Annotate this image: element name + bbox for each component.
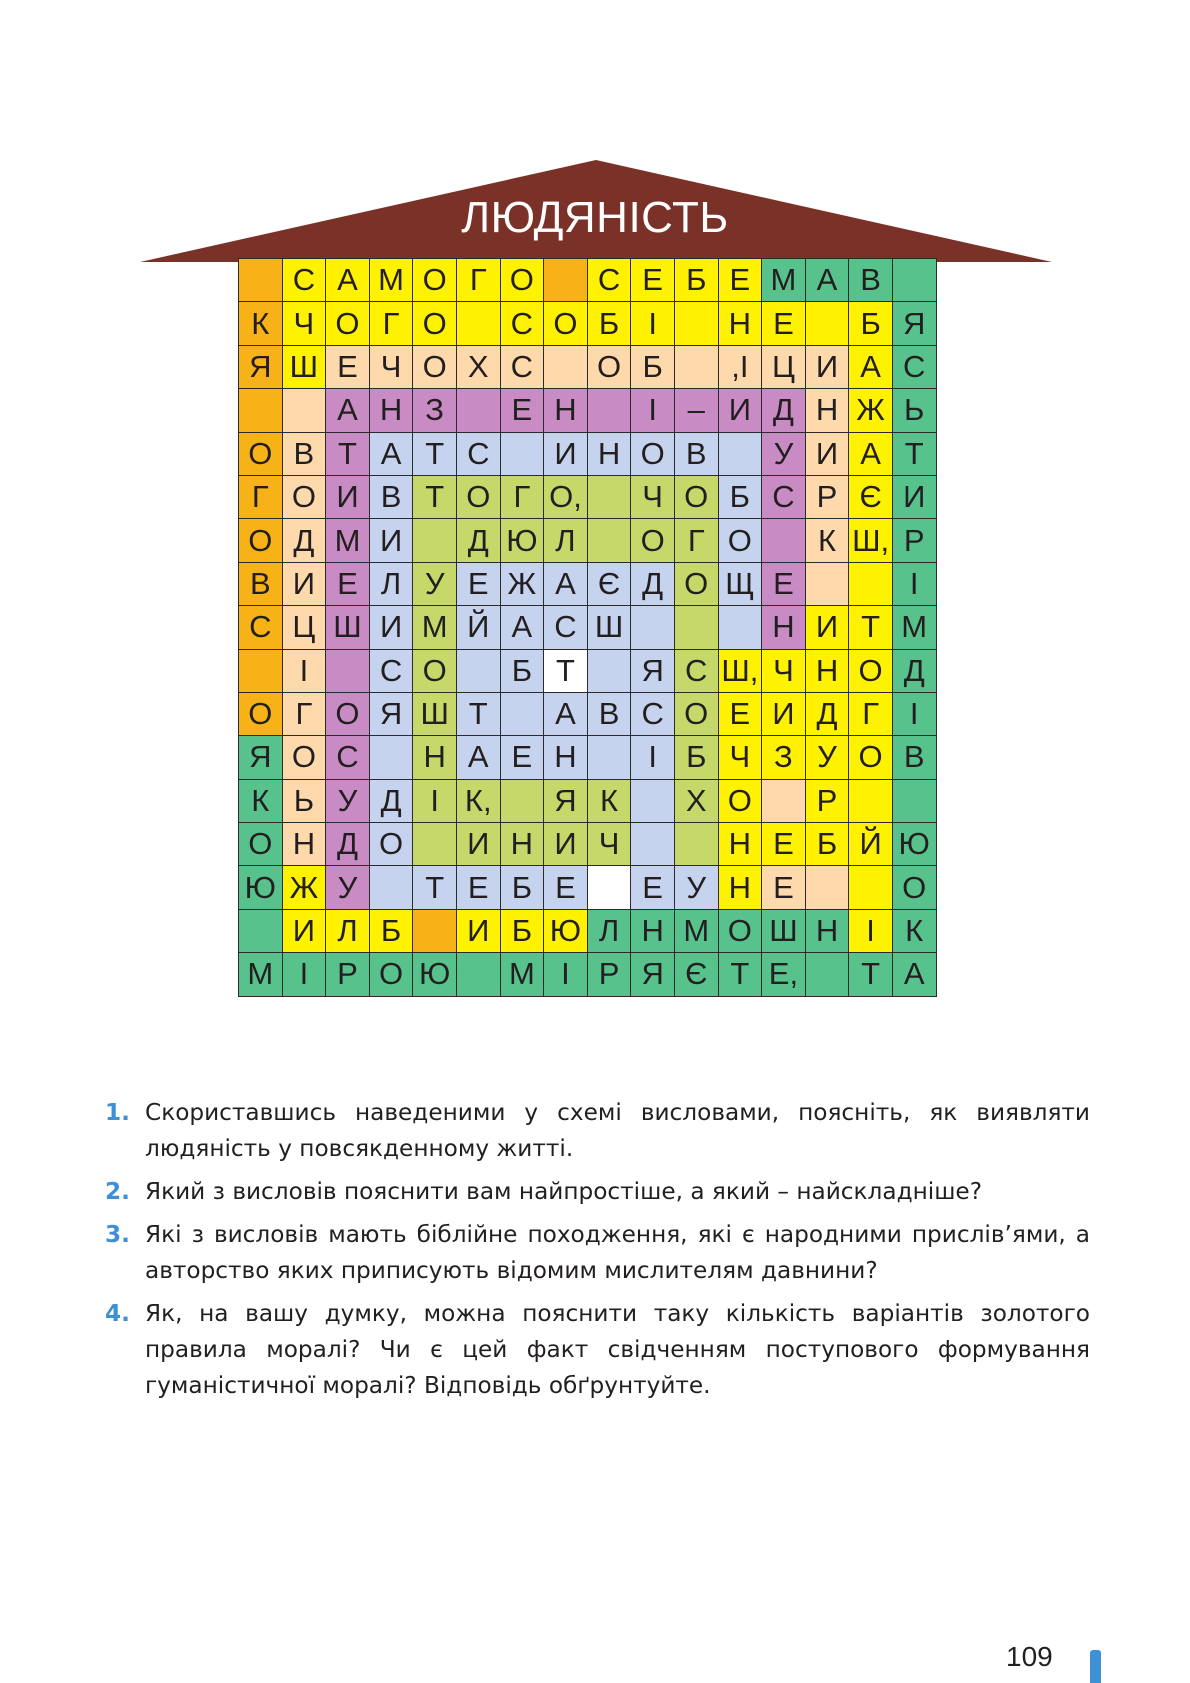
grid-cell: Н	[806, 910, 850, 953]
grid-cell: Б	[719, 476, 763, 519]
grid-cell	[239, 389, 283, 432]
grid-cell: Е	[719, 693, 763, 736]
grid-cell: Н	[501, 823, 545, 866]
grid-cell: В	[675, 433, 719, 476]
grid-cell: Д	[806, 693, 850, 736]
grid-cell: О	[588, 346, 632, 389]
grid-cell: Ж	[501, 563, 545, 606]
grid-cell: ,І	[719, 346, 763, 389]
grid-cell: –	[675, 389, 719, 432]
grid-cell: З	[413, 389, 457, 432]
grid-cell: С	[631, 693, 675, 736]
grid-cell: Р	[806, 476, 850, 519]
grid-cell	[501, 433, 545, 476]
grid-cell: Г	[370, 302, 414, 345]
grid-cell: Е	[457, 866, 501, 909]
grid-cell: М	[326, 519, 370, 562]
grid-cell: Ш	[326, 606, 370, 649]
grid-cell: У	[675, 866, 719, 909]
grid-cell: Ь	[893, 389, 937, 432]
grid-cell: М	[501, 953, 545, 996]
grid-cell: С	[501, 346, 545, 389]
grid-cell: Т	[457, 693, 501, 736]
grid-cell: Н	[413, 736, 457, 779]
grid-cell: И	[893, 476, 937, 519]
grid-cell: Е	[762, 866, 806, 909]
grid-cell: О	[675, 563, 719, 606]
grid-cell: Ю	[501, 519, 545, 562]
grid-cell: Б	[806, 823, 850, 866]
grid-cell: О	[849, 736, 893, 779]
grid-cell: О,	[544, 476, 588, 519]
grid-cell	[370, 866, 414, 909]
grid-cell: Ц	[762, 346, 806, 389]
grid-cell: Ю	[544, 910, 588, 953]
grid-cell	[631, 606, 675, 649]
grid-cell: Б	[675, 736, 719, 779]
grid-cell: А	[544, 693, 588, 736]
grid-cell: Я	[239, 736, 283, 779]
grid-cell: Д	[370, 780, 414, 823]
grid-cell	[239, 910, 283, 953]
grid-cell: У	[326, 780, 370, 823]
grid-cell: О	[631, 433, 675, 476]
grid-cell: А	[326, 259, 370, 302]
grid-cell: Б	[370, 910, 414, 953]
grid-cell: К,	[457, 780, 501, 823]
grid-cell: Ч	[762, 650, 806, 693]
grid-cell: Б	[631, 346, 675, 389]
grid-cell	[631, 780, 675, 823]
grid-cell	[326, 650, 370, 693]
grid-cell: Т	[893, 433, 937, 476]
grid-cell: Я	[544, 780, 588, 823]
grid-cell: В	[370, 476, 414, 519]
grid-cell: Е	[501, 389, 545, 432]
grid-cell: І	[849, 910, 893, 953]
grid-cell: Т	[413, 866, 457, 909]
grid-cell: Т	[413, 433, 457, 476]
grid-cell: Д	[283, 519, 327, 562]
grid-cell	[719, 433, 763, 476]
grid-cell: Б	[675, 259, 719, 302]
grid-cell: Н	[806, 389, 850, 432]
grid-cell: М	[675, 910, 719, 953]
grid-cell: С	[370, 650, 414, 693]
grid-cell: И	[370, 519, 414, 562]
grid-cell: У	[413, 563, 457, 606]
grid-cell	[457, 389, 501, 432]
grid-cell: И	[806, 606, 850, 649]
question-item	[105, 1296, 1090, 1404]
grid-cell: Ю	[239, 866, 283, 909]
grid-cell: Н	[719, 302, 763, 345]
grid-cell: Н	[631, 910, 675, 953]
grid-cell: Т	[719, 953, 763, 996]
grid-cell: Є	[675, 953, 719, 996]
grid-cell: К	[806, 519, 850, 562]
grid-cell: Д	[762, 389, 806, 432]
grid-cell: О	[239, 823, 283, 866]
grid-cell: Н	[762, 606, 806, 649]
grid-cell: Д	[893, 650, 937, 693]
grid-cell: В	[239, 563, 283, 606]
question-number: 1.	[105, 1099, 130, 1126]
grid-cell	[588, 736, 632, 779]
grid-cell: Щ	[719, 563, 763, 606]
grid-cell	[544, 346, 588, 389]
question-item	[105, 1095, 1090, 1167]
grid-cell: С	[675, 650, 719, 693]
grid-cell: О	[675, 476, 719, 519]
grid-cell: А	[544, 563, 588, 606]
grid-cell	[457, 650, 501, 693]
grid-cell: І	[283, 953, 327, 996]
grid-cell: Б	[501, 650, 545, 693]
grid-cell: Ж	[283, 866, 327, 909]
grid-cell: Є	[588, 563, 632, 606]
grid-cell: Н	[283, 823, 327, 866]
grid-cell	[631, 823, 675, 866]
grid-cell: О	[413, 346, 457, 389]
grid-cell: Л	[370, 563, 414, 606]
grid-cell: О	[457, 476, 501, 519]
grid-cell: Н	[588, 433, 632, 476]
page-number: 109	[1006, 1641, 1053, 1672]
grid-cell: Ю	[413, 953, 457, 996]
grid-cell: Д	[631, 563, 675, 606]
grid-cell: А	[806, 259, 850, 302]
grid-cell: А	[370, 433, 414, 476]
grid-cell: Ч	[283, 302, 327, 345]
grid-cell: Ш	[413, 693, 457, 736]
grid-cell	[762, 780, 806, 823]
grid-cell: Р	[893, 519, 937, 562]
grid-cell: Е	[762, 302, 806, 345]
grid-cell: К	[239, 780, 283, 823]
grid-cell: О	[239, 519, 283, 562]
grid-cell	[588, 866, 632, 909]
grid-cell: Р	[588, 953, 632, 996]
grid-cell: Л	[326, 910, 370, 953]
grid-cell: И	[283, 910, 327, 953]
grid-cell: О	[849, 650, 893, 693]
grid-cell	[806, 563, 850, 606]
grid-cell: Х	[457, 346, 501, 389]
grid-cell: Я	[631, 650, 675, 693]
grid-cell: С	[501, 302, 545, 345]
grid-cell: Е	[326, 346, 370, 389]
grid-cell: О	[631, 519, 675, 562]
grid-cell: Я	[239, 346, 283, 389]
grid-cell: Е	[631, 866, 675, 909]
grid-cell	[588, 476, 632, 519]
question-text: Скориставшись наведеними у схемі висловами, поясніть, як виявляти людяність у повсякденному житті.	[145, 1099, 1090, 1162]
question-text: Як, на вашу думку, можна пояснити таку кількість варіантів золотого правила моралі? Чи є цей факт свідченням поступового формування гуманістичної моралі? Відповідь обґрунтуйте.	[145, 1300, 1090, 1399]
grid-cell	[501, 693, 545, 736]
grid-cell: В	[849, 259, 893, 302]
grid-cell: О	[719, 910, 763, 953]
grid-cell: У	[326, 866, 370, 909]
grid-cell	[893, 780, 937, 823]
grid-cell	[719, 606, 763, 649]
grid-cell: Е	[631, 259, 675, 302]
grid-cell: Ь	[283, 780, 327, 823]
grid-cell	[413, 519, 457, 562]
grid-cell: М	[239, 953, 283, 996]
grid-cell: И	[806, 346, 850, 389]
grid-cell: И	[762, 693, 806, 736]
grid-cell	[239, 259, 283, 302]
grid-cell: О	[501, 259, 545, 302]
grid-cell: Р	[326, 953, 370, 996]
grid-cell: Л	[588, 910, 632, 953]
grid-cell: В	[588, 693, 632, 736]
question-number: 4.	[105, 1300, 130, 1327]
grid-cell: І	[631, 736, 675, 779]
grid-cell	[762, 519, 806, 562]
question-number: 2.	[105, 1178, 130, 1205]
grid-cell: М	[893, 606, 937, 649]
grid-cell: С	[762, 476, 806, 519]
grid-cell: А	[893, 953, 937, 996]
grid-cell: Д	[326, 823, 370, 866]
grid-cell: Н	[544, 736, 588, 779]
grid-cell: Е,	[762, 953, 806, 996]
grid-cell: Т	[326, 433, 370, 476]
grid-cell	[370, 736, 414, 779]
grid-cell: Е	[762, 823, 806, 866]
grid-cell: Ч	[631, 476, 675, 519]
grid-cell	[413, 910, 457, 953]
grid-cell: К	[588, 780, 632, 823]
grid-cell: В	[283, 433, 327, 476]
grid-cell: О	[544, 302, 588, 345]
grid-cell: И	[544, 823, 588, 866]
grid-cell: Н	[370, 389, 414, 432]
grid-cell: Е	[326, 563, 370, 606]
grid-cell: Е	[457, 563, 501, 606]
grid-cell: А	[457, 736, 501, 779]
grid-cell: Й	[849, 823, 893, 866]
grid-cell: Ч	[719, 736, 763, 779]
grid-cell: Я	[631, 953, 675, 996]
grid-cell: И	[370, 606, 414, 649]
grid-cell	[544, 259, 588, 302]
grid-cell: С	[326, 736, 370, 779]
grid-cell: Т	[849, 953, 893, 996]
grid-cell: Г	[849, 693, 893, 736]
grid-cell: М	[413, 606, 457, 649]
grid-cell: С	[588, 259, 632, 302]
grid-cell	[457, 953, 501, 996]
grid-cell	[588, 519, 632, 562]
grid-cell: І	[413, 780, 457, 823]
question-item	[105, 1174, 1090, 1210]
grid-cell: К	[239, 302, 283, 345]
grid-cell: І	[893, 563, 937, 606]
grid-cell	[675, 606, 719, 649]
grid-cell: И	[544, 433, 588, 476]
grid-cell: У	[762, 433, 806, 476]
grid-cell: Ш	[762, 910, 806, 953]
grid-cell: Х	[675, 780, 719, 823]
grid-cell: О	[413, 302, 457, 345]
grid-cell: Е	[501, 736, 545, 779]
grid-cell: М	[762, 259, 806, 302]
grid-cell: О	[283, 736, 327, 779]
grid-cell	[457, 302, 501, 345]
grid-cell	[239, 650, 283, 693]
grid-cell: І	[283, 650, 327, 693]
grid-cell	[283, 389, 327, 432]
grid-cell	[501, 780, 545, 823]
grid-cell: Ш	[283, 346, 327, 389]
grid-cell: О	[370, 823, 414, 866]
grid-cell: Г	[283, 693, 327, 736]
grid-cell: Б	[501, 910, 545, 953]
grid-cell: О	[370, 953, 414, 996]
grid-cell: О	[283, 476, 327, 519]
grid-cell: Н	[806, 650, 850, 693]
grid-cell: Ч	[588, 823, 632, 866]
grid-cell: О	[675, 693, 719, 736]
grid-cell: О	[413, 259, 457, 302]
grid-cell: Т	[849, 606, 893, 649]
grid-cell: Й	[457, 606, 501, 649]
grid-cell: Я	[370, 693, 414, 736]
grid-cell: Ш,	[719, 650, 763, 693]
grid-cell: О	[326, 302, 370, 345]
grid-cell	[675, 302, 719, 345]
grid-cell	[675, 823, 719, 866]
grid-cell: Ц	[283, 606, 327, 649]
grid-cell: І	[631, 302, 675, 345]
grid-cell: Ш	[588, 606, 632, 649]
grid-cell: С	[893, 346, 937, 389]
grid-cell	[413, 823, 457, 866]
grid-cell: А	[849, 346, 893, 389]
grid-cell: Б	[501, 866, 545, 909]
grid-cell: О	[413, 650, 457, 693]
grid-cell: О	[239, 433, 283, 476]
grid-cell: Ш,	[849, 519, 893, 562]
grid-cell: Н	[719, 823, 763, 866]
grid-cell: О	[719, 780, 763, 823]
grid-cell: Г	[239, 476, 283, 519]
grid-cell: Е	[719, 259, 763, 302]
grid-cell	[849, 563, 893, 606]
grid-cell: И	[457, 910, 501, 953]
grid-cell	[849, 780, 893, 823]
grid-cell: С	[457, 433, 501, 476]
grid-cell: В	[893, 736, 937, 779]
grid-cell: И	[326, 476, 370, 519]
grid-cell: Е	[762, 563, 806, 606]
question-item	[105, 1217, 1090, 1289]
crossword-grid	[238, 258, 937, 997]
grid-cell	[806, 866, 850, 909]
grid-cell: Б	[849, 302, 893, 345]
grid-cell: Т	[413, 476, 457, 519]
grid-cell	[588, 389, 632, 432]
grid-cell: Т	[544, 650, 588, 693]
grid-cell: У	[806, 736, 850, 779]
grid-cell: И	[719, 389, 763, 432]
page-marker	[1090, 1650, 1101, 1683]
grid-cell: І	[893, 693, 937, 736]
grid-cell: З	[762, 736, 806, 779]
grid-cell: Л	[544, 519, 588, 562]
grid-cell: Ю	[893, 823, 937, 866]
question-text: Які з висловів мають біблійне походження, які є народними прислів’ями, а авторство яких приписують відомим мислителям давнини?	[145, 1221, 1090, 1284]
grid-cell: О	[326, 693, 370, 736]
grid-cell	[893, 259, 937, 302]
roof-title: ЛЮДЯНІСТЬ	[461, 193, 729, 242]
grid-cell: С	[544, 606, 588, 649]
grid-cell: К	[893, 910, 937, 953]
grid-cell: И	[806, 433, 850, 476]
grid-cell: Г	[501, 476, 545, 519]
grid-cell: С	[283, 259, 327, 302]
grid-cell: Я	[893, 302, 937, 345]
grid-cell	[588, 650, 632, 693]
grid-cell: Є	[849, 476, 893, 519]
grid-cell: І	[631, 389, 675, 432]
grid-cell: А	[326, 389, 370, 432]
grid-cell: И	[457, 823, 501, 866]
grid-cell: Н	[544, 389, 588, 432]
grid-cell: Н	[719, 866, 763, 909]
grid-cell: Г	[675, 519, 719, 562]
grid-cell: Р	[806, 780, 850, 823]
grid-cell: А	[501, 606, 545, 649]
grid-cell: І	[544, 953, 588, 996]
grid-cell: Г	[457, 259, 501, 302]
grid-cell	[806, 302, 850, 345]
grid-cell: Е	[544, 866, 588, 909]
grid-cell: О	[239, 693, 283, 736]
grid-cell: Ж	[849, 389, 893, 432]
grid-cell: Ч	[370, 346, 414, 389]
grid-cell: Б	[588, 302, 632, 345]
grid-cell: А	[849, 433, 893, 476]
grid-cell: О	[893, 866, 937, 909]
grid-cell	[675, 346, 719, 389]
grid-cell: М	[370, 259, 414, 302]
grid-cell: О	[719, 519, 763, 562]
grid-cell	[806, 953, 850, 996]
grid-cell: С	[239, 606, 283, 649]
question-text: Який з висловів пояснити вам найпростіше, а який – найскладніше?	[145, 1178, 983, 1205]
question-number: 3.	[105, 1221, 130, 1248]
grid-cell: Д	[457, 519, 501, 562]
grid-cell	[849, 866, 893, 909]
grid-cell: И	[283, 563, 327, 606]
question-list	[105, 1095, 1090, 1411]
